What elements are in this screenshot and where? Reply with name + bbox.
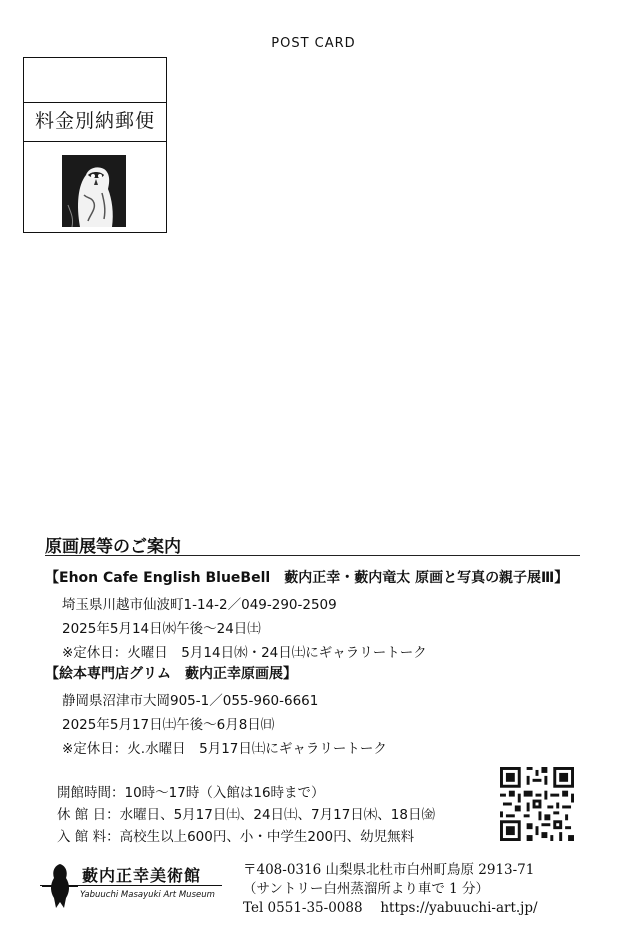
section-title: 原画展等のご案内 xyxy=(45,537,181,557)
event-1-title: 【Ehon Cafe English BlueBell 藪内正幸・藪内竜太 原画と写真の親子展Ⅲ】 xyxy=(45,570,569,586)
postage-label: 料金別納郵便 xyxy=(24,102,166,142)
contact-address: 〒408-0316 山梨県北杜市白州町鳥原 2913-71 xyxy=(243,862,535,878)
event-1-note: ※定休日：火曜日 5月14日㈬・24日㈯にギャラリートーク xyxy=(62,645,427,661)
contact-tel-url: Tel 0551-35-0088 https://yabuuchi-art.jp/ xyxy=(243,900,538,916)
museum-logo-name: 藪内正幸美術館 xyxy=(82,866,202,885)
museum-logo-english: Yabuuchi Masayuki Art Museum xyxy=(80,890,215,900)
event-1-address: 埼玉県川越市仙波町1-14-2／049-290-2509 xyxy=(62,597,337,613)
event-1-dates: 2025年5月14日㈬午後〜24日㈯ xyxy=(62,621,261,637)
postage-stamp-box xyxy=(23,57,167,233)
swallow-bird-icon xyxy=(40,862,80,910)
event-2-address: 静岡県沼津市大岡905-1／055-960-6661 xyxy=(62,693,319,709)
contact-access: （サントリー白州蒸溜所より車で 1 分） xyxy=(243,881,489,897)
event-2-note: ※定休日：火.水曜日 5月17日㈯にギャラリートーク xyxy=(62,741,387,757)
postcard-header: POST CARD xyxy=(271,36,356,51)
section-divider xyxy=(45,555,580,556)
qr-code-icon xyxy=(500,767,574,841)
museum-hours: 開館時間：10時〜17時（入館は16時まで） xyxy=(57,785,325,801)
event-2-dates: 2025年5月17日㈯午後〜6月8日㈰ xyxy=(62,717,275,733)
museum-closed-days: 休 館 日：水曜日、5月17日㈯、24日㈯、7月17日㈭、18日㈮ xyxy=(57,807,435,823)
owl-illustration-icon xyxy=(62,155,126,227)
museum-admission-fee: 入 館 料：高校生以上600円、小・中学生200円、幼児無料 xyxy=(57,829,415,845)
event-2-title: 【絵本専門店グリム 藪内正幸原画展】 xyxy=(45,666,297,682)
